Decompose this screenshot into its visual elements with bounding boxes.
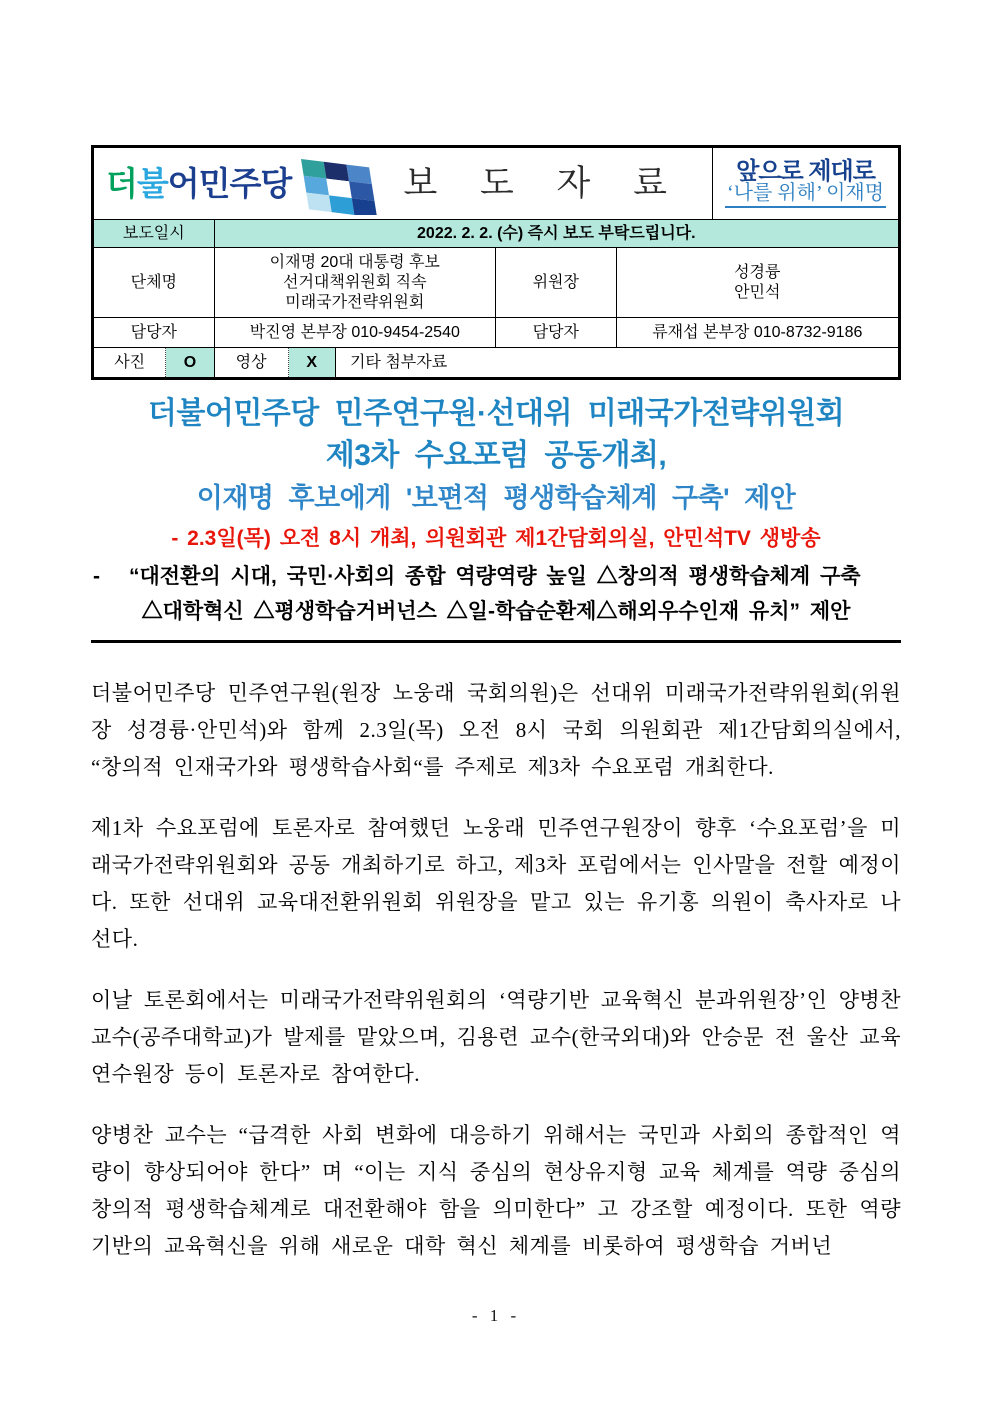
organization-line: 이재명 20대 대통령 후보 bbox=[269, 253, 440, 271]
table-row-masthead bbox=[94, 148, 898, 220]
logo-char-blue: 불 bbox=[136, 164, 168, 202]
table-row-contacts bbox=[94, 318, 898, 348]
headline-line-1: 더불어민주당 민주연구원·선대위 미래국가전략위원회 bbox=[147, 397, 845, 430]
headline-block bbox=[91, 393, 901, 630]
logo-char-green: 더 bbox=[106, 164, 137, 202]
contact-label-1: 담당자 bbox=[94, 318, 215, 347]
etc-attachment-label: 기타 첨부자료 bbox=[349, 353, 448, 371]
headline-line-2: 제3차 수요포럼 공동개최, bbox=[325, 439, 667, 472]
organization-line: 선거대책위원회 직속 bbox=[283, 273, 427, 291]
chairman-name: 안민석 bbox=[734, 283, 781, 301]
slogan-line1: 앞으로 제대로 bbox=[736, 157, 875, 185]
campaign-slogan-cell bbox=[713, 148, 898, 219]
party-logo-wordmark bbox=[106, 164, 292, 202]
headline-line-3: 이재명 후보에게 '보편적 평생학습체계 구축' 제안 bbox=[196, 483, 796, 513]
organization-value bbox=[215, 248, 496, 317]
organization-line: 미래국가전략위원회 bbox=[285, 293, 425, 311]
body-paragraph-2: 제1차 수요포럼에 토론자로 참여했던 노웅래 민주연구원장이 향후 ‘수요포럼’을 미래국가전략위원회와 공동 개최하기로 하고, 제3차 포럼에서는 인사말을 전할 예정이다. 또한 선대위 교육대전환위원회 위원장을 맡고 있는 유기홍 의원이 축사자로 나선다. bbox=[91, 816, 901, 951]
photo-flag-value: O bbox=[166, 348, 214, 377]
photo-label: 사진 bbox=[94, 348, 166, 377]
contact-value-1: 박진영 본부장 010-9454-2540 bbox=[215, 318, 496, 347]
table-row-attachments bbox=[94, 348, 898, 377]
headline-subline-black-2: △대학혁신 △평생학습거버넌스 △일-학습순환제△해외우수인재 유치” 제안 bbox=[141, 600, 851, 623]
contact-value-2: 류재섭 본부장 010-8732-9186 bbox=[652, 323, 863, 341]
slogan-line2: ‘나를 위해’ 이재명 bbox=[725, 182, 886, 208]
release-date-label: 보도일시 bbox=[94, 220, 215, 247]
contact-label-2: 담당자 bbox=[496, 318, 617, 347]
masthead-cell bbox=[94, 148, 713, 219]
page-number: - 1 - bbox=[471, 1306, 521, 1325]
chairman-label: 위원장 bbox=[496, 248, 617, 317]
table-row-organization bbox=[94, 248, 898, 318]
chairman-value bbox=[617, 248, 898, 317]
body-paragraph-1: 더불어민주당 민주연구원(원장 노웅래 국회의원)은 선대위 미래국가전략위원회(위원장 성경륭·안민석)와 함께 2.3일(목) 오전 8시 국회 의원회관 제1간담회의실에서, “창의적 인재국가와 평생학습사회“를 주제로 제3차 수요포럼 개최한다. bbox=[91, 681, 901, 779]
video-flag-value: X bbox=[289, 348, 336, 377]
body-paragraph-4: 양병찬 교수는 “급격한 사회 변화에 대응하기 위해서는 국민과 사회의 종합적인 역량이 향상되어야 한다” 며 “이는 지식 중심의 현상유지형 교육 체계를 역량 중심의 창의적 평생학습체계로 대전환해야 함을 의미한다” 고 강조할 예정이다. 또한 역량 기반의 교육혁신을 위해 새로운 대학 혁신 체계를 비롯하여 평생학습 거버넌 bbox=[91, 1123, 901, 1258]
chairman-name: 성경륭 bbox=[734, 263, 781, 281]
article-body bbox=[91, 675, 901, 1265]
press-release-info-table bbox=[91, 145, 901, 380]
organization-label: 단체명 bbox=[94, 248, 215, 317]
logo-chars-navy: 어민주당 bbox=[167, 164, 292, 202]
headline-subline-black-1 bbox=[91, 560, 901, 594]
section-divider bbox=[91, 640, 901, 643]
party-logo bbox=[106, 153, 385, 215]
body-paragraph-3: 이날 토론회에서는 미래국가전략위원회의 ‘역량기반 교육혁신 분과위원장’인 양병찬 교수(공주대학교)가 발제를 맡았으며, 김용련 교수(한국외대)와 안승문 전 울산 교육연수원장 등이 토론자로 참여한다. bbox=[91, 988, 901, 1086]
document-type-title: 보 도 자 료 bbox=[403, 163, 684, 203]
headline-subline-red: - 2.3일(목) 오전 8시 개최, 의원회관 제1간담회의실, 안민석TV 생방송 bbox=[171, 527, 821, 550]
subline-text: “대전환의 시대, 국민·사회의 종합 역량역량 높일 △창의적 평생학습체계 구축 bbox=[129, 565, 861, 588]
video-label: 영상 bbox=[215, 348, 289, 377]
page-content bbox=[91, 145, 901, 1265]
release-date-value: 2022. 2. 2. (수) 즉시 보도 부탁드립니다. bbox=[215, 220, 898, 247]
party-flag-icon bbox=[293, 145, 385, 215]
table-row-release-date bbox=[94, 220, 898, 248]
subline-dash: - bbox=[93, 565, 100, 588]
